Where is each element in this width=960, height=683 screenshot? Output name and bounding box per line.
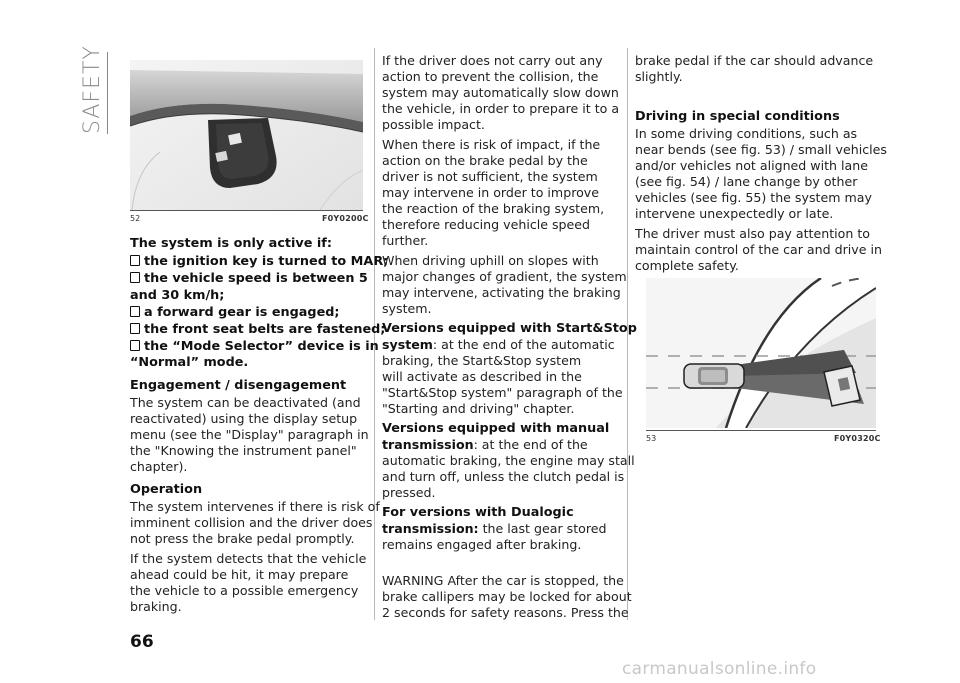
startstop-heading: Versions equipped with Start&Stop bbox=[382, 321, 637, 336]
dualogic-line: transmission: the last gear stored bbox=[382, 521, 607, 536]
body-line: intervene unexpectedly or late. bbox=[635, 206, 834, 221]
section-tab-label: SAFETY bbox=[80, 45, 105, 134]
body-line: system. bbox=[382, 301, 432, 316]
body-line: the "Knowing the instrument panel" bbox=[130, 443, 357, 458]
condition-item: the vehicle speed is between 5 bbox=[130, 271, 368, 287]
manual-transmission-line: transmission: at the end of the bbox=[382, 437, 588, 452]
page-number: 66 bbox=[130, 632, 154, 652]
body-line: not press the brake pedal promptly. bbox=[130, 531, 355, 546]
body-line: If the system detects that the vehicle bbox=[130, 551, 367, 566]
dualogic-heading: For versions with Dualogic bbox=[382, 505, 574, 520]
condition-item: the front seat belts are fastened; bbox=[130, 322, 385, 338]
figure-53-rule bbox=[646, 430, 876, 431]
condition-item-cont: and 30 km/h; bbox=[130, 288, 225, 303]
body-line: menu (see the "Display" paragraph in bbox=[130, 427, 369, 442]
body-line: braking, the Start&Stop system bbox=[382, 353, 582, 368]
body-line: When there is risk of impact, if the bbox=[382, 137, 601, 152]
body-line: will activate as described in the bbox=[382, 369, 582, 384]
warning-line: WARNING After the car is stopped, the bbox=[382, 573, 624, 588]
figure-52-code: F0Y0200C bbox=[322, 214, 369, 223]
body-line: may intervene in order to improve bbox=[382, 185, 600, 200]
checkbox-bullet-icon bbox=[130, 323, 140, 334]
body-line: brake pedal if the car should advance bbox=[635, 53, 874, 68]
body-line: system may automatically slow down bbox=[382, 85, 619, 100]
startstop-line: system: at the end of the automatic bbox=[382, 337, 615, 352]
car-icon bbox=[684, 364, 744, 388]
body-line: driver is not sufficient, the system bbox=[382, 169, 598, 184]
checkbox-bullet-icon bbox=[130, 272, 140, 283]
body-line: braking. bbox=[130, 599, 182, 614]
body-line: the vehicle, in order to prepare it to a bbox=[382, 101, 620, 116]
body-line: major changes of gradient, the system bbox=[382, 269, 627, 284]
body-line: further. bbox=[382, 233, 429, 248]
figure-53-image bbox=[646, 278, 876, 428]
section-tab bbox=[78, 45, 118, 142]
figure-52-rule bbox=[130, 210, 363, 211]
figure-53-code: F0Y0320C bbox=[834, 434, 881, 443]
windshield-camera-illustration bbox=[130, 60, 363, 210]
body-line: reactivated) using the display setup bbox=[130, 411, 358, 426]
body-line: may intervene, activating the braking bbox=[382, 285, 621, 300]
condition-item-cont: “Normal” mode. bbox=[130, 355, 249, 370]
operation-heading: Operation bbox=[130, 482, 203, 497]
body-line: pressed. bbox=[382, 485, 436, 500]
body-line: near bends (see fig. 53) / small vehicles bbox=[635, 142, 887, 157]
body-line: The system intervenes if there is risk of bbox=[130, 499, 380, 514]
body-line: and/or vehicles not aligned with lane bbox=[635, 158, 868, 173]
watermark: carmanualsonline.info bbox=[622, 659, 817, 679]
manual-transmission-heading: Versions equipped with manual bbox=[382, 421, 610, 436]
body-line: If the driver does not carry out any bbox=[382, 53, 603, 68]
special-conditions-heading: Driving in special conditions bbox=[635, 109, 840, 124]
body-line: remains engaged after braking. bbox=[382, 537, 582, 552]
checkbox-bullet-icon bbox=[130, 306, 140, 317]
body-line: In some driving conditions, such as bbox=[635, 126, 858, 141]
bend-road-illustration bbox=[646, 278, 876, 428]
body-line: complete safety. bbox=[635, 258, 739, 273]
figure-52-image bbox=[130, 60, 363, 210]
body-line: "Start&Stop system" paragraph of the bbox=[382, 385, 623, 400]
body-line: imminent collision and the driver does bbox=[130, 515, 373, 530]
warning-line: brake callipers may be locked for about bbox=[382, 589, 632, 604]
figure-52-number: 52 bbox=[130, 214, 141, 223]
condition-item: a forward gear is engaged; bbox=[130, 305, 340, 321]
body-line: therefore reducing vehicle speed bbox=[382, 217, 591, 232]
section-tab-rule bbox=[107, 52, 108, 134]
body-line: ahead could be hit, it may prepare bbox=[130, 567, 349, 582]
body-line: the vehicle to a possible emergency bbox=[130, 583, 359, 598]
body-line: "Starting and driving" chapter. bbox=[382, 401, 575, 416]
checkbox-bullet-icon bbox=[130, 255, 140, 266]
body-line: and turn off, unless the clutch pedal is bbox=[382, 469, 625, 484]
body-line: vehicles (see fig. 55) the system may bbox=[635, 190, 872, 205]
figure-53-number: 53 bbox=[646, 434, 657, 443]
body-line: the reaction of the braking system, bbox=[382, 201, 605, 216]
condition-item: the ignition key is turned to MAR; bbox=[130, 254, 388, 270]
body-line: The system can be deactivated (and bbox=[130, 395, 361, 410]
active-conditions-heading: The system is only active if: bbox=[130, 236, 332, 251]
body-line: action on the brake pedal by the bbox=[382, 153, 588, 168]
condition-item: the “Mode Selector” device is in bbox=[130, 339, 379, 355]
body-line: The driver must also pay attention to bbox=[635, 226, 870, 241]
body-line: slightly. bbox=[635, 69, 683, 84]
checkbox-bullet-icon bbox=[130, 340, 140, 351]
body-line: (see fig. 54) / lane change by other bbox=[635, 174, 858, 189]
body-line: When driving uphill on slopes with bbox=[382, 253, 599, 268]
body-line: chapter). bbox=[130, 459, 188, 474]
engagement-heading: Engagement / disengagement bbox=[130, 378, 347, 393]
body-line: action to prevent the collision, the bbox=[382, 69, 599, 84]
body-line: automatic braking, the engine may stall bbox=[382, 453, 635, 468]
body-line: maintain control of the car and drive in bbox=[635, 242, 882, 257]
body-line: possible impact. bbox=[382, 117, 485, 132]
warning-line: 2 seconds for safety reasons. Press the bbox=[382, 605, 629, 620]
